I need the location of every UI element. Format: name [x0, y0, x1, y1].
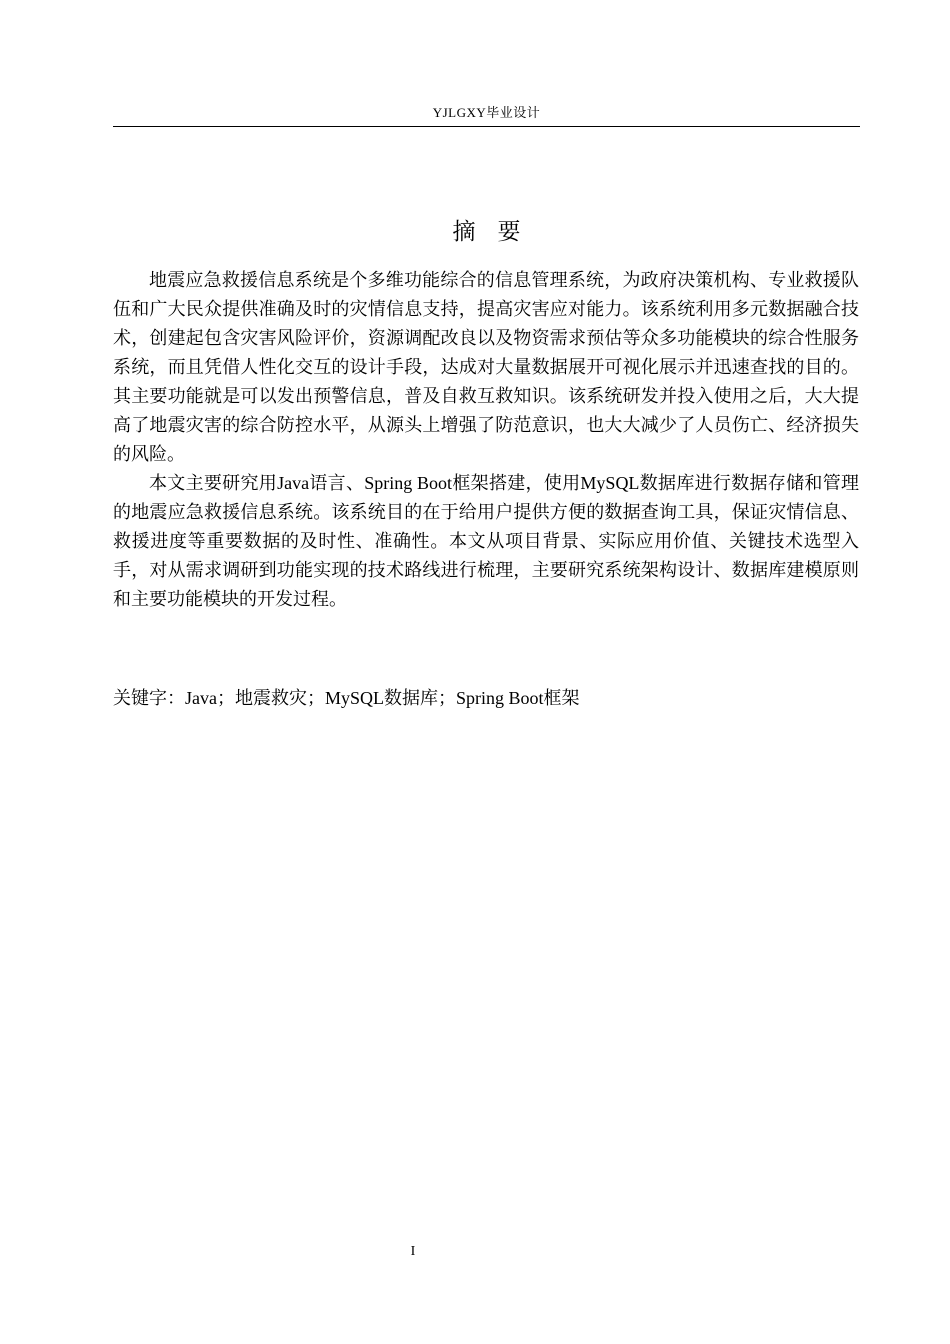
abstract-title: 摘要	[452, 219, 543, 245]
keywords-line: 关键字：Java；地震救灾；MySQL数据库；Spring Boot框架	[113, 688, 580, 708]
page-number: I	[410, 1244, 416, 1259]
header-rule	[113, 126, 860, 127]
page-header: YJLGXY毕业设计	[432, 105, 541, 120]
abstract-paragraph-1: 地震应急救援信息系统是个多维功能综合的信息管理系统，为政府决策机构、专业救援队伍和广大民众提供准确及时的灾情信息支持，提高灾害应对能力。该系统利用多元数据融合技术，创建起包含灾害风险评价，资源调配改良以及物资需求预估等众多功能模块的综合性服务系统，而且凭借人性化交互的设计手段，达成对大量数据展开可视化展示并迅速查找的目的。其主要功能就是可以发出预警信息，普及自救互救知识。该系统研发并投入使用之后，大大提高了地震灾害的综合防控水平，从源头上增强了防范意识，也大大减少了人员伤亡、经济损失的风险。	[113, 270, 859, 464]
abstract-body	[113, 266, 859, 614]
abstract-paragraph-2: 本文主要研究用Java语言、Spring Boot框架搭建，使用MySQL数据库进行数据存储和管理的地震应急救援信息系统。该系统目的在于给用户提供方便的数据查询工具，保证灾情信息、救援进度等重要数据的及时性、准确性。本文从项目背景、实际应用价值、关键技术选型入手，对从需求调研到功能实现的技术路线进行梳理，主要研究系统架构设计、数据库建模原则和主要功能模块的开发过程。	[113, 473, 859, 609]
